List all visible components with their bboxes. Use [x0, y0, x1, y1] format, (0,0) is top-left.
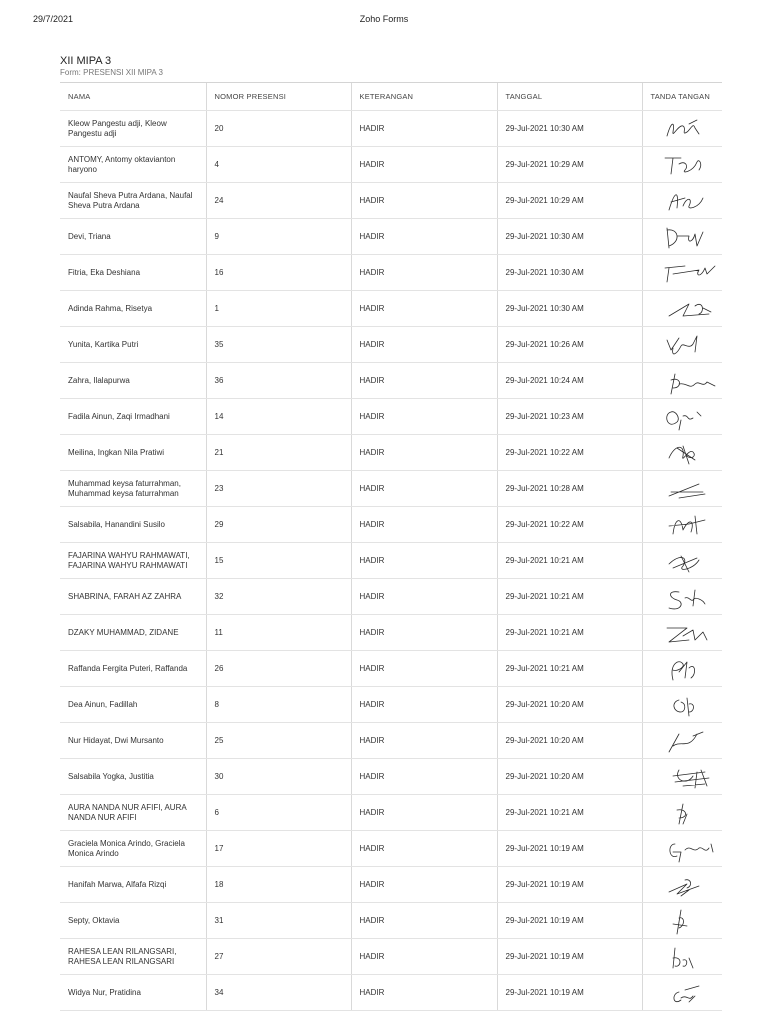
- signature-image: [659, 834, 723, 864]
- cell-nama: Salsabila Yogka, Justitia: [60, 759, 206, 795]
- cell-nomor-presensi: 21: [206, 435, 351, 471]
- table-row: [60, 507, 722, 543]
- cell-tanggal: 29-Jul-2021 10:19 AM: [497, 867, 642, 903]
- table-row: [60, 147, 722, 183]
- signature-image: [659, 510, 723, 540]
- cell-tanda-tangan: [642, 831, 722, 867]
- cell-tanggal: 29-Jul-2021 10:29 AM: [497, 147, 642, 183]
- cell-nomor-presensi: 18: [206, 867, 351, 903]
- cell-keterangan: HADIR: [351, 219, 497, 255]
- signature-image: [659, 870, 723, 900]
- cell-nomor-presensi: 35: [206, 327, 351, 363]
- signature-image: [659, 546, 723, 576]
- cell-tanggal: 29-Jul-2021 10:19 AM: [497, 975, 642, 1011]
- cell-tanggal: 29-Jul-2021 10:20 AM: [497, 759, 642, 795]
- cell-keterangan: HADIR: [351, 975, 497, 1011]
- signature-image: [659, 690, 723, 720]
- table-row: [60, 543, 722, 579]
- cell-tanggal: 29-Jul-2021 10:21 AM: [497, 579, 642, 615]
- cell-nama: Graciela Monica Arindo, Graciela Monica Arindo: [60, 831, 206, 867]
- cell-nomor-presensi: 32: [206, 579, 351, 615]
- cell-keterangan: HADIR: [351, 651, 497, 687]
- cell-keterangan: HADIR: [351, 903, 497, 939]
- cell-tanda-tangan: [642, 651, 722, 687]
- cell-nama: Raffanda Fergita Puteri, Raffanda: [60, 651, 206, 687]
- cell-nomor-presensi: 8: [206, 687, 351, 723]
- cell-keterangan: HADIR: [351, 795, 497, 831]
- responses-table-container: [60, 82, 722, 1025]
- table-row: [60, 651, 722, 687]
- cell-nama: DZAKY MUHAMMAD, ZIDANE: [60, 615, 206, 651]
- cell-tanda-tangan: [642, 903, 722, 939]
- cell-tanda-tangan: [642, 147, 722, 183]
- signature-image: [659, 906, 723, 936]
- cell-keterangan: HADIR: [351, 291, 497, 327]
- cell-nomor-presensi: 9: [206, 219, 351, 255]
- cell-keterangan: HADIR: [351, 939, 497, 975]
- cell-nama: AURA NANDA NUR AFIFI, AURA NANDA NUR AFIFI: [60, 795, 206, 831]
- cell-tanda-tangan: [642, 723, 722, 759]
- cell-nama: Yunita, Kartika Putri: [60, 327, 206, 363]
- signature-image: [659, 366, 723, 396]
- cell-nomor-presensi: 15: [206, 543, 351, 579]
- cell-keterangan: HADIR: [351, 363, 497, 399]
- cell-tanda-tangan: [642, 219, 722, 255]
- column-header-nama: NAMA: [60, 83, 206, 111]
- table-row: [60, 291, 722, 327]
- cell-tanda-tangan: [642, 183, 722, 219]
- cell-nomor-presensi: 31: [206, 903, 351, 939]
- table-row: [60, 327, 722, 363]
- cell-tanda-tangan: [642, 795, 722, 831]
- table-row: [60, 471, 722, 507]
- cell-nomor-presensi: 36: [206, 363, 351, 399]
- signature-image: [659, 618, 723, 648]
- print-header: [0, 14, 768, 26]
- cell-nama: Fitria, Eka Deshiana: [60, 255, 206, 291]
- table-row: [60, 183, 722, 219]
- signature-image: [659, 978, 723, 1008]
- cell-nomor-presensi: 6: [206, 795, 351, 831]
- cell-tanda-tangan: [642, 975, 722, 1011]
- cell-nomor-presensi: 16: [206, 255, 351, 291]
- cell-nama: Devi, Triana: [60, 219, 206, 255]
- signature-image: [659, 114, 723, 144]
- cell-tanggal: 29-Jul-2021 10:21 AM: [497, 543, 642, 579]
- cell-tanda-tangan: [642, 399, 722, 435]
- table-row: [60, 831, 722, 867]
- cell-tanda-tangan: [642, 687, 722, 723]
- table-row: [60, 111, 722, 147]
- cell-tanda-tangan: [642, 327, 722, 363]
- cell-nomor-presensi: 29: [206, 507, 351, 543]
- cell-tanggal: 29-Jul-2021 10:19 AM: [497, 831, 642, 867]
- cell-nama: Meilina, Ingkan Nila Pratiwi: [60, 435, 206, 471]
- cell-nama: Widya Nur, Pratidina: [60, 975, 206, 1011]
- cell-tanggal: 29-Jul-2021 10:28 AM: [497, 471, 642, 507]
- cell-tanda-tangan: [642, 759, 722, 795]
- signature-image: [659, 474, 723, 504]
- column-header-keterangan: KETERANGAN: [351, 83, 497, 111]
- column-header-tanggal: TANGGAL: [497, 83, 642, 111]
- cell-tanda-tangan: [642, 255, 722, 291]
- cell-tanggal: 29-Jul-2021 10:23 AM: [497, 399, 642, 435]
- cell-nama: ANTOMY, Antomy oktavianton haryono: [60, 147, 206, 183]
- cell-nomor-presensi: 20: [206, 111, 351, 147]
- cell-nama: Dea Ainun, Fadillah: [60, 687, 206, 723]
- signature-image: [659, 186, 723, 216]
- cell-nomor-presensi: 17: [206, 831, 351, 867]
- cell-nomor-presensi: 23: [206, 471, 351, 507]
- signature-image: [659, 330, 723, 360]
- cell-nomor-presensi: 25: [206, 723, 351, 759]
- cell-tanggal: 29-Jul-2021 10:30 AM: [497, 255, 642, 291]
- cell-tanggal: 29-Jul-2021 10:21 AM: [497, 615, 642, 651]
- table-body: [60, 111, 722, 1011]
- table-row: [60, 867, 722, 903]
- signature-image: [659, 438, 723, 468]
- cell-keterangan: HADIR: [351, 615, 497, 651]
- cell-tanggal: 29-Jul-2021 10:29 AM: [497, 183, 642, 219]
- print-title: Zoho Forms: [359, 14, 409, 24]
- cell-keterangan: HADIR: [351, 543, 497, 579]
- table-row: [60, 759, 722, 795]
- cell-tanda-tangan: [642, 291, 722, 327]
- cell-tanggal: 29-Jul-2021 10:26 AM: [497, 327, 642, 363]
- signature-image: [659, 258, 723, 288]
- cell-tanda-tangan: [642, 471, 722, 507]
- cell-tanggal: 29-Jul-2021 10:19 AM: [497, 903, 642, 939]
- table-row: [60, 795, 722, 831]
- cell-nomor-presensi: 4: [206, 147, 351, 183]
- column-header-nomor-presensi: NOMOR PRESENSI: [206, 83, 351, 111]
- table-row: [60, 399, 722, 435]
- form-subtitle: Form: PRESENSI XII MIPA 3: [60, 68, 163, 77]
- cell-keterangan: HADIR: [351, 111, 497, 147]
- cell-nomor-presensi: 11: [206, 615, 351, 651]
- cell-tanggal: 29-Jul-2021 10:21 AM: [497, 795, 642, 831]
- cell-nomor-presensi: 14: [206, 399, 351, 435]
- cell-nomor-presensi: 24: [206, 183, 351, 219]
- cell-tanda-tangan: [642, 363, 722, 399]
- cell-nomor-presensi: 30: [206, 759, 351, 795]
- cell-nama: Salsabila, Hanandini Susilo: [60, 507, 206, 543]
- table-row: [60, 219, 722, 255]
- table-row: [60, 975, 722, 1011]
- cell-keterangan: HADIR: [351, 255, 497, 291]
- signature-image: [659, 942, 723, 972]
- cell-tanggal: 29-Jul-2021 10:22 AM: [497, 435, 642, 471]
- form-title: XII MIPA 3: [60, 55, 112, 67]
- cell-keterangan: HADIR: [351, 471, 497, 507]
- cell-tanggal: 29-Jul-2021 10:30 AM: [497, 111, 642, 147]
- cell-nama: Hanifah Marwa, Alfafa Rizqi: [60, 867, 206, 903]
- table-header-row: [60, 83, 722, 111]
- cell-nama: RAHESA LEAN RILANGSARI, RAHESA LEAN RILANGSARI: [60, 939, 206, 975]
- table-row: [60, 615, 722, 651]
- cell-tanda-tangan: [642, 615, 722, 651]
- cell-tanda-tangan: [642, 543, 722, 579]
- cell-nama: Muhammad keysa faturrahman, Muhammad keysa faturrahman: [60, 471, 206, 507]
- cell-tanggal: 29-Jul-2021 10:30 AM: [497, 291, 642, 327]
- cell-nama: Kleow Pangestu adji, Kleow Pangestu adji: [60, 111, 206, 147]
- cell-tanggal: 29-Jul-2021 10:19 AM: [497, 939, 642, 975]
- cell-nama: SHABRINA, FARAH AZ ZAHRA: [60, 579, 206, 615]
- cell-nomor-presensi: 27: [206, 939, 351, 975]
- signature-image: [659, 402, 723, 432]
- cell-nama: Naufal Sheva Putra Ardana, Naufal Sheva Putra Ardana: [60, 183, 206, 219]
- cell-tanda-tangan: [642, 867, 722, 903]
- cell-nomor-presensi: 26: [206, 651, 351, 687]
- table-row: [60, 723, 722, 759]
- cell-nama: Septy, Oktavia: [60, 903, 206, 939]
- cell-keterangan: HADIR: [351, 183, 497, 219]
- table-row: [60, 435, 722, 471]
- cell-tanggal: 29-Jul-2021 10:20 AM: [497, 687, 642, 723]
- responses-table: [60, 83, 722, 1011]
- signature-image: [659, 798, 723, 828]
- signature-image: [659, 150, 723, 180]
- cell-tanda-tangan: [642, 579, 722, 615]
- cell-nama: FAJARINA WAHYU RAHMAWATI, FAJARINA WAHYU RAHMAWATI: [60, 543, 206, 579]
- signature-image: [659, 582, 723, 612]
- cell-keterangan: HADIR: [351, 147, 497, 183]
- cell-nomor-presensi: 1: [206, 291, 351, 327]
- table-row: [60, 255, 722, 291]
- cell-nama: Adinda Rahma, Risetya: [60, 291, 206, 327]
- print-date: 29/7/2021: [33, 14, 74, 24]
- cell-nama: Fadila Ainun, Zaqi Irmadhani: [60, 399, 206, 435]
- table-row: [60, 363, 722, 399]
- cell-keterangan: HADIR: [351, 327, 497, 363]
- cell-keterangan: HADIR: [351, 507, 497, 543]
- cell-tanda-tangan: [642, 507, 722, 543]
- cell-keterangan: HADIR: [351, 579, 497, 615]
- table-row: [60, 903, 722, 939]
- cell-keterangan: HADIR: [351, 435, 497, 471]
- cell-keterangan: HADIR: [351, 723, 497, 759]
- cell-nomor-presensi: 34: [206, 975, 351, 1011]
- signature-image: [659, 726, 723, 756]
- cell-tanggal: 29-Jul-2021 10:30 AM: [497, 219, 642, 255]
- cell-tanda-tangan: [642, 111, 722, 147]
- cell-keterangan: HADIR: [351, 399, 497, 435]
- cell-tanda-tangan: [642, 435, 722, 471]
- cell-keterangan: HADIR: [351, 831, 497, 867]
- cell-nama: Zahra, Ilalapurwa: [60, 363, 206, 399]
- cell-keterangan: HADIR: [351, 867, 497, 903]
- cell-tanggal: 29-Jul-2021 10:22 AM: [497, 507, 642, 543]
- table-row: [60, 939, 722, 975]
- cell-tanggal: 29-Jul-2021 10:21 AM: [497, 651, 642, 687]
- cell-tanggal: 29-Jul-2021 10:24 AM: [497, 363, 642, 399]
- table-row: [60, 579, 722, 615]
- cell-tanda-tangan: [642, 939, 722, 975]
- signature-image: [659, 654, 723, 684]
- cell-keterangan: HADIR: [351, 687, 497, 723]
- signature-image: [659, 222, 723, 252]
- cell-keterangan: HADIR: [351, 759, 497, 795]
- table-row: [60, 687, 722, 723]
- column-header-tanda-tangan: TANDA TANGAN: [642, 83, 722, 111]
- cell-tanggal: 29-Jul-2021 10:20 AM: [497, 723, 642, 759]
- signature-image: [659, 762, 723, 792]
- signature-image: [659, 294, 723, 324]
- cell-nama: Nur Hidayat, Dwi Mursanto: [60, 723, 206, 759]
